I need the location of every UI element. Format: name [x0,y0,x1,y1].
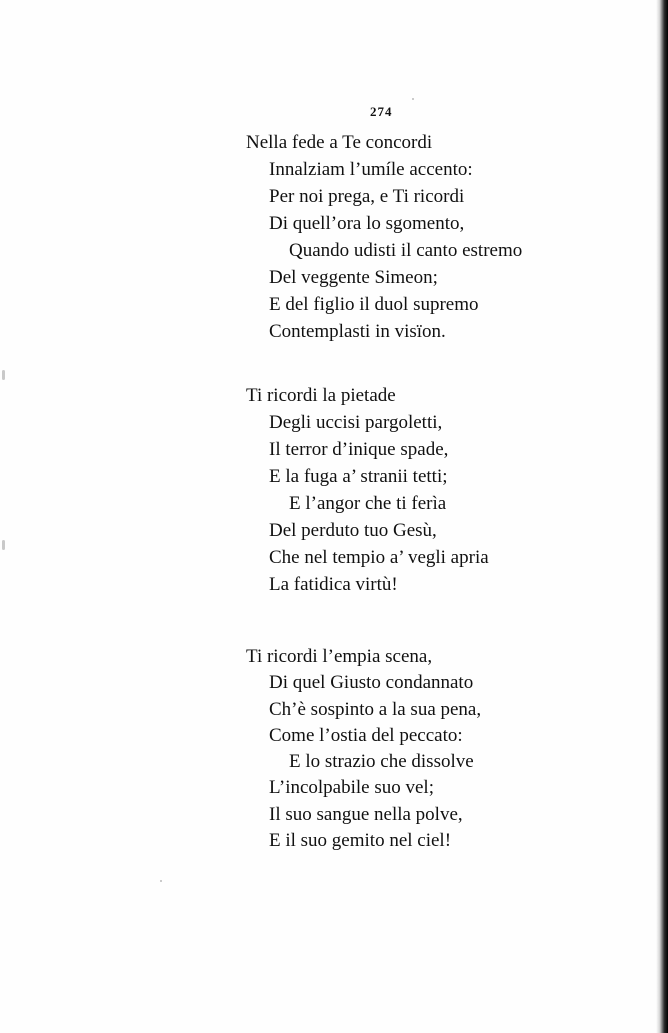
page-number: 274 [370,104,393,119]
verse-line: Di quel Giusto condannato [269,672,474,693]
page-edge-mark [2,370,5,380]
verse-line: Degli uccisi pargoletti, [269,412,443,433]
verse-line: Come l’ostia del peccato: [269,725,463,746]
verse-line: Di quell’ora lo sgomento, [269,213,465,234]
page-edge-mark [2,540,5,550]
verse-line: Nella fede a Te concordi [246,132,433,153]
page-binding-edge [656,0,668,1033]
verse-line: Il terror d’inique spade, [269,439,449,460]
verse-line: Il suo sangue nella polve, [269,804,463,825]
verse-line: Ti ricordi la pietade [246,385,396,406]
verse-line: Che nel tempio a’ vegli apria [269,547,489,568]
verse-line: E la fuga a’ stranii tetti; [269,466,448,487]
verse-line: Ch’è sospinto a la sua pena, [269,699,482,720]
verse-line: La fatidica virtù! [269,574,398,595]
verse-line: L’incolpabile suo vel; [269,777,434,798]
verse-line: E del figlio il duol supremo [269,294,479,315]
verse-line: Contemplasti in visïon. [269,321,446,342]
paper-speck [412,98,414,100]
paper-speck [160,880,162,882]
verse-line: E lo strazio che dissolve [289,751,474,772]
verse-line: Per noi prega, e Ti ricordi [269,186,465,207]
verse-line: Del veggente Simeon; [269,267,438,288]
verse-line: Innalziam l’umíle accento: [269,159,473,180]
verse-line: E il suo gemito nel ciel! [269,830,452,851]
verse-line: Quando udisti il canto estremo [289,240,523,261]
verse-line: E l’angor che ti ferìa [289,493,447,514]
verse-line: Ti ricordi l’empia scena, [246,646,433,667]
verse-line: Del perduto tuo Gesù, [269,520,437,541]
